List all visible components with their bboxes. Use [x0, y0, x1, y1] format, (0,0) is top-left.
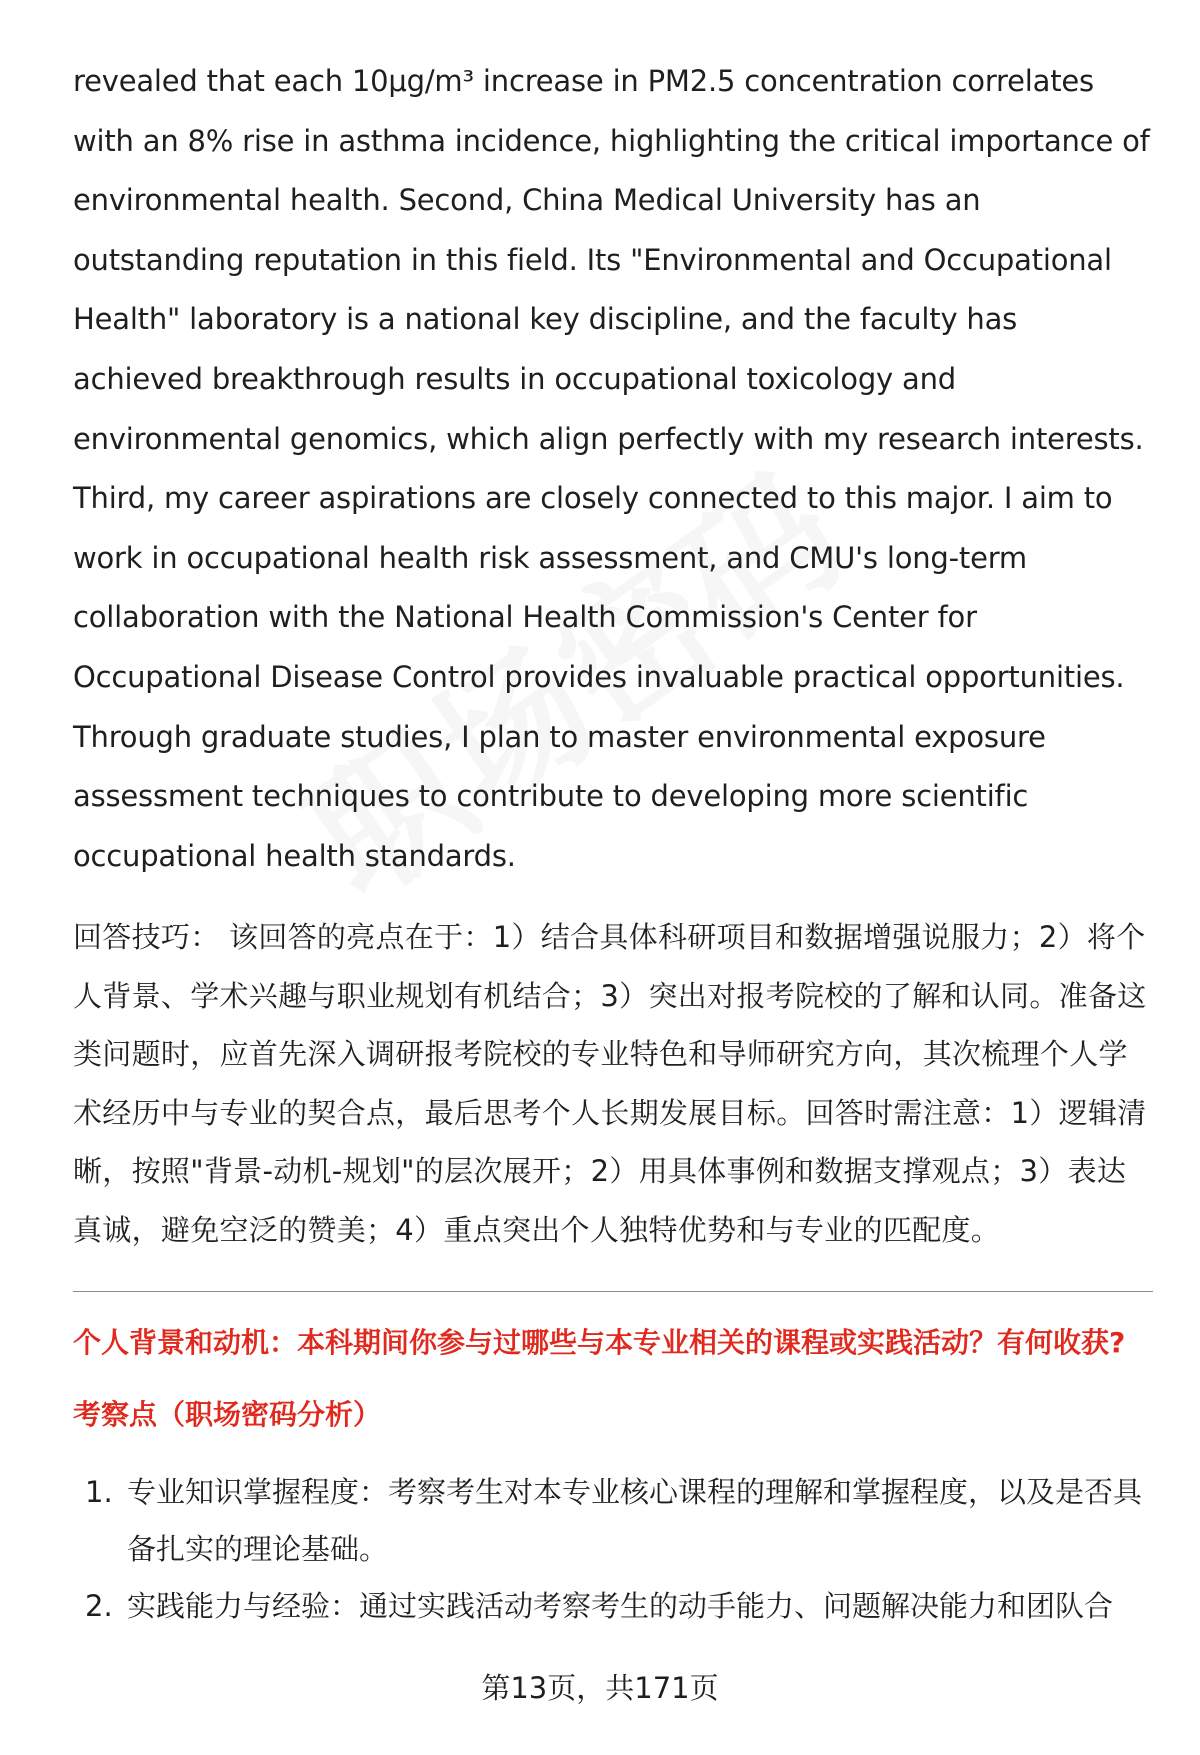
list-item-text: 实践能力与经验：通过实践活动考察考生的动手能力、问题解决能力和团队合	[127, 1589, 1114, 1624]
list-item-text: 专业知识掌握程度：考察考生对本专业核心课程的理解和掌握程度，以及是否具备扎实的理论基础。	[127, 1475, 1143, 1567]
list-item	[73, 1464, 1153, 1578]
list-item-number: 1.	[85, 1475, 113, 1510]
page-number-footer: 第13页，共171页	[481, 1671, 719, 1705]
section-divider	[73, 1291, 1153, 1292]
list-item-number: 2.	[85, 1589, 113, 1624]
answer-tips-paragraph: 回答技巧： 该回答的亮点在于：1）结合具体科研项目和数据增强说服力；2）将个人背景、学术兴趣与职业规划有机结合；3）突出对报考院校的了解和认同。准备这类问题时，应首先深入调研报考院校的专业特色和导师研究方向，其次梳理个人学术经历中与专业的契合点，最后思考个人长期发展目标。回答时需注意：1）逻辑清晰，按照"背景-动机-规划"的层次展开；2）用具体事例和数据支撑观点；3）表达真诚，避免空泛的赞美；4）重点突出个人独特优势和与专业的匹配度。	[73, 920, 1147, 1247]
body-paragraph: revealed that each 10μg/m³ increase in PM2.5 concentration correlates with an 8% rise in asthma incidence, highlighting the critical importance of environmental health. Second, China Medical University has an outstanding reputation in this field. Its "Environmental and Occupational Health" laboratory is a national key discipline, and the faculty has achieved breakthrough results in occupational toxicology and environmental genomics, which align perfectly with my research interests. Third, my career aspirations are closely connected to this major. I aim to work in occupational health risk assessment, and CMU's long-term collaboration with the National Health Commission's Center for Occupational Disease Control provides invaluable practical opportunities. Through graduate studies, I plan to master environmental exposure assessment techniques to contribute to developing more scientific occupational health standards.	[73, 64, 1150, 873]
assessment-points-heading: 考察点（职场密码分析）	[73, 1398, 382, 1432]
question-heading: 个人背景和动机：本科期间你参与过哪些与本专业相关的课程或实践活动？有何收获?	[73, 1326, 1126, 1360]
list-item	[73, 1578, 1153, 1635]
assessment-points-list	[73, 1464, 1153, 1635]
page-content	[73, 52, 1153, 1635]
